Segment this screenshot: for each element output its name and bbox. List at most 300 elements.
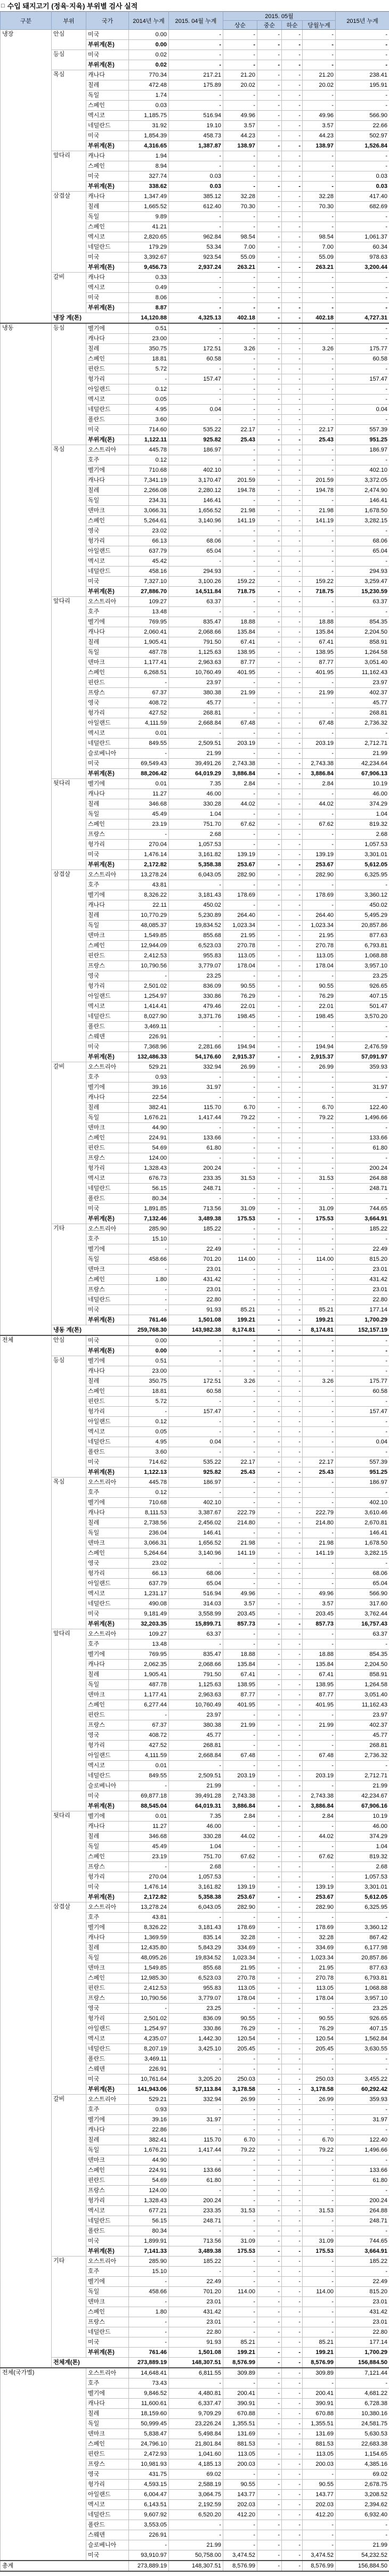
value-cell: 2,668.84 xyxy=(169,1751,223,1761)
value-cell: - xyxy=(336,384,389,395)
value-cell: - xyxy=(257,323,282,334)
value-cell: - xyxy=(257,1558,282,1569)
value-cell: 402.10 xyxy=(169,465,223,475)
value-cell: - xyxy=(282,232,303,242)
value-cell: 67.37 xyxy=(129,688,169,698)
value-cell: 200.03 xyxy=(303,2459,336,2470)
value-cell: - xyxy=(282,789,303,799)
value-cell: 19,834.52 xyxy=(169,921,223,931)
value-cell: - xyxy=(257,1923,282,1933)
value-cell: 7,132.46 xyxy=(129,1214,169,1224)
value-cell: 529.21 xyxy=(129,2095,169,2105)
value-cell: 9,846.52 xyxy=(129,2389,169,2399)
value-cell: 263.21 xyxy=(223,262,257,273)
value-cell: 359.93 xyxy=(336,1062,389,1072)
value-cell: 835.14 xyxy=(169,1933,223,1943)
value-cell: 3,301.01 xyxy=(336,850,389,860)
value-cell: - xyxy=(282,2540,303,2550)
value-cell: - xyxy=(282,2317,303,2327)
col-header-category: 구분 xyxy=(1,12,52,30)
value-cell: - xyxy=(303,1275,336,1285)
value-cell: - xyxy=(336,1335,389,1346)
value-cell: 248.71 xyxy=(336,1184,389,1194)
value-cell: - xyxy=(303,1558,336,1569)
value-cell: - xyxy=(282,2044,303,2054)
value-cell: 2,412.53 xyxy=(129,1983,169,1993)
value-cell: - xyxy=(282,769,303,779)
value-cell: 31.09 xyxy=(303,2236,336,2246)
value-cell: - xyxy=(282,1832,303,1842)
value-cell: 46.00 xyxy=(169,1822,223,1832)
subtotal-label-cell: 부위계(톤) xyxy=(86,60,129,70)
value-cell: 350.75 xyxy=(129,1376,169,1387)
value-cell: - xyxy=(257,809,282,819)
value-cell: 402.37 xyxy=(336,1720,389,1730)
value-cell: 479.46 xyxy=(169,1002,223,1012)
value-cell: - xyxy=(303,2257,336,2267)
value-cell: 21.99 xyxy=(336,2540,389,2550)
value-cell: 12,944.09 xyxy=(129,941,169,951)
value-cell: 855.68 xyxy=(169,1963,223,1973)
value-cell: 637.79 xyxy=(129,1579,169,1589)
value-cell: - xyxy=(282,1335,303,1346)
country-cell: 슬로베니아 xyxy=(86,2540,129,2550)
value-cell: 67.62 xyxy=(303,819,336,830)
value-cell: - xyxy=(336,273,389,283)
value-cell: - xyxy=(336,415,389,425)
value-cell: - xyxy=(223,1447,257,1457)
value-cell: 857.73 xyxy=(223,1619,257,1629)
value-cell: 45.77 xyxy=(336,1730,389,1741)
value-cell: - xyxy=(169,334,223,344)
value-cell: - xyxy=(303,171,336,182)
value-cell: 68.06 xyxy=(169,1569,223,1579)
value-cell: 22.54 xyxy=(129,1093,169,1103)
country-cell: 스페인 xyxy=(86,819,129,830)
value-cell: - xyxy=(303,1629,336,1639)
value-cell: 98.54 xyxy=(223,232,257,242)
value-cell: 836.09 xyxy=(169,981,223,991)
value-cell: - xyxy=(303,597,336,607)
value-cell: 68.06 xyxy=(169,536,223,546)
value-cell: - xyxy=(257,1609,282,1619)
value-cell: - xyxy=(223,2216,257,2226)
value-cell: - xyxy=(223,1123,257,1133)
value-cell: 3,161.82 xyxy=(169,850,223,860)
value-cell: - xyxy=(282,1103,303,1113)
value-cell: 54,176.60 xyxy=(169,1052,223,1062)
value-cell: - xyxy=(282,961,303,971)
value-cell: - xyxy=(169,1639,223,1650)
value-cell: - xyxy=(282,1963,303,1973)
value-cell: 39,491.28 xyxy=(169,1791,223,1801)
value-cell: - xyxy=(303,2105,336,2115)
value-cell: - xyxy=(223,1133,257,1143)
value-cell: 0.12 xyxy=(129,1417,169,1427)
value-cell: - xyxy=(282,1973,303,1983)
value-cell: - xyxy=(303,1478,336,1488)
value-cell: 63.37 xyxy=(169,597,223,607)
country-cell: 아일랜드 xyxy=(86,2024,129,2034)
country-cell: 벨기에 xyxy=(86,465,129,475)
value-cell: - xyxy=(257,374,282,384)
value-cell: - xyxy=(223,1569,257,1579)
value-cell: - xyxy=(282,1285,303,1295)
value-cell: 857.73 xyxy=(303,1619,336,1629)
section-total-value-cell: - xyxy=(282,2358,303,2368)
value-cell: 1,122.13 xyxy=(129,1467,169,1478)
value-cell: 1,700.29 xyxy=(336,1315,389,1325)
value-cell: 0.04 xyxy=(336,405,389,415)
value-cell: - xyxy=(257,445,282,455)
value-cell: 1,154.65 xyxy=(336,2449,389,2459)
value-cell: - xyxy=(257,910,282,921)
value-cell: 417.40 xyxy=(336,192,389,202)
value-cell: 751.70 xyxy=(169,1852,223,1862)
country-cell: 벨기에 xyxy=(86,1356,129,1366)
value-cell: 1,387.87 xyxy=(169,141,223,151)
grand-total-value-cell: 8,576.99 xyxy=(303,2561,336,2571)
value-cell: 6,004.47 xyxy=(129,2490,169,2500)
country-cell: 스페인 xyxy=(86,222,129,232)
value-cell: 14,511.84 xyxy=(169,587,223,597)
country-cell: 영국 xyxy=(86,1730,129,1741)
value-cell: 718.75 xyxy=(303,587,336,597)
value-cell: 87.77 xyxy=(303,658,336,668)
value-cell: 1,854.39 xyxy=(129,131,169,141)
value-cell: - xyxy=(223,2176,257,2186)
value-cell: - xyxy=(169,101,223,111)
value-cell: - xyxy=(257,1275,282,1285)
country-cell: 호주 xyxy=(86,455,129,465)
table-row xyxy=(1,50,389,60)
value-cell: - xyxy=(169,2105,223,2115)
value-cell: - xyxy=(223,2155,257,2165)
value-cell: 2.68 xyxy=(169,830,223,840)
value-cell: - xyxy=(282,2287,303,2297)
value-cell: 268.81 xyxy=(169,708,223,718)
value-cell: 4.95 xyxy=(129,1437,169,1447)
value-cell: 9,181.49 xyxy=(129,1609,169,1619)
value-cell: 1,417.44 xyxy=(169,1113,223,1123)
country-cell: 칠레 xyxy=(86,486,129,496)
value-cell: 124.00 xyxy=(129,1153,169,1163)
value-cell: - xyxy=(336,1488,389,1498)
value-cell: 54.69 xyxy=(129,1143,169,1153)
value-cell: - xyxy=(282,1791,303,1801)
value-cell: 10,790.56 xyxy=(129,961,169,971)
value-cell: - xyxy=(282,1397,303,1407)
value-cell: 1,891.85 xyxy=(129,1204,169,1214)
value-cell: - xyxy=(282,2196,303,2206)
value-cell: - xyxy=(282,1700,303,1710)
value-cell: 48,085.37 xyxy=(129,921,169,931)
value-cell: 23.25 xyxy=(336,971,389,981)
country-cell: 헝가리 xyxy=(86,2014,129,2024)
value-cell: 69.02 xyxy=(336,2470,389,2480)
value-cell: 200.03 xyxy=(223,2459,257,2470)
country-cell: 폴란드 xyxy=(86,2054,129,2064)
value-cell: - xyxy=(303,1761,336,1771)
value-cell: - xyxy=(257,222,282,232)
value-cell: - xyxy=(282,1751,303,1761)
value-cell: - xyxy=(282,1953,303,1963)
value-cell: 2,743.38 xyxy=(303,1791,336,1801)
value-cell: 270.78 xyxy=(303,1973,336,1983)
value-cell: - xyxy=(282,688,303,698)
value-cell: - xyxy=(336,2226,389,2236)
value-cell: - xyxy=(223,60,257,70)
value-cell: 45.77 xyxy=(169,698,223,708)
value-cell: - xyxy=(257,1376,282,1387)
value-cell: 157.47 xyxy=(336,374,389,384)
value-cell: - xyxy=(169,880,223,890)
value-cell: - xyxy=(223,1498,257,1508)
value-cell: - xyxy=(336,30,389,40)
value-cell: - xyxy=(303,2196,336,2206)
value-cell: 8.06 xyxy=(129,293,169,303)
country-cell: 오스트리아 xyxy=(86,1629,129,1639)
value-cell: - xyxy=(223,171,257,182)
table-header xyxy=(1,12,389,30)
value-cell: 9.89 xyxy=(129,212,169,222)
value-cell: - xyxy=(223,2530,257,2540)
value-cell: 56.15 xyxy=(129,2216,169,2226)
value-cell: 114.00 xyxy=(223,1254,257,1265)
value-cell: 22.17 xyxy=(223,425,257,435)
value-cell: - xyxy=(282,2024,303,2034)
value-cell: - xyxy=(257,2550,282,2561)
value-cell: 285.90 xyxy=(129,1224,169,1234)
value-cell: 282.90 xyxy=(223,870,257,880)
value-cell: 178.04 xyxy=(223,1993,257,2004)
value-cell: - xyxy=(129,1862,169,1872)
value-cell: - xyxy=(303,1285,336,1295)
value-cell: 135.84 xyxy=(303,627,336,637)
value-cell: - xyxy=(303,323,336,334)
value-cell: 682.69 xyxy=(336,202,389,212)
country-cell: 네덜란드 xyxy=(86,2327,129,2337)
value-cell: 676.73 xyxy=(129,1174,169,1184)
country-cell: 덴마크 xyxy=(86,658,129,668)
value-cell: - xyxy=(282,1690,303,1700)
value-cell: 90.55 xyxy=(223,2480,257,2490)
value-cell: - xyxy=(257,2004,282,2014)
value-cell: 458.66 xyxy=(129,1254,169,1265)
value-cell: 710.68 xyxy=(129,1498,169,1508)
subtotal-label-cell: 부위계(톤) xyxy=(86,2246,129,2257)
value-cell: - xyxy=(257,1002,282,1012)
value-cell: 67,906.16 xyxy=(336,1801,389,1811)
value-cell: 3,664.91 xyxy=(336,2246,389,2257)
value-cell: 1,057.53 xyxy=(169,1872,223,1882)
value-cell: 0.01 xyxy=(129,1811,169,1822)
value-cell: - xyxy=(257,2540,282,2550)
value-cell: 2,736.32 xyxy=(336,718,389,728)
country-cell: 스페인 xyxy=(86,2165,129,2176)
value-cell: 178.69 xyxy=(303,890,336,900)
value-cell: 854.35 xyxy=(336,1650,389,1660)
value-cell: 46.00 xyxy=(336,789,389,799)
value-cell: - xyxy=(303,607,336,617)
value-cell: - xyxy=(282,262,303,273)
value-cell: 2.84 xyxy=(303,779,336,789)
table-row xyxy=(1,192,389,202)
value-cell: - xyxy=(169,222,223,232)
value-cell: - xyxy=(257,1447,282,1457)
value-cell: - xyxy=(257,718,282,728)
value-cell: - xyxy=(223,607,257,617)
value-cell: 6,325.95 xyxy=(336,870,389,880)
value-cell: - xyxy=(169,1913,223,1923)
value-cell: - xyxy=(257,1751,282,1761)
value-cell: 186.97 xyxy=(336,445,389,455)
country-cell: 아일랜드 xyxy=(86,1579,129,1589)
value-cell: - xyxy=(303,1082,336,1093)
value-cell: - xyxy=(336,1153,389,1163)
value-cell: - xyxy=(169,1335,223,1346)
value-cell: 1,476.14 xyxy=(129,1882,169,1892)
value-cell: - xyxy=(282,1862,303,1872)
value-cell: 5,495.29 xyxy=(336,910,389,921)
value-cell: - xyxy=(257,2459,282,2470)
value-cell: 2,172.82 xyxy=(129,1892,169,1902)
value-cell: 270.04 xyxy=(129,840,169,850)
value-cell: 7.00 xyxy=(223,242,257,252)
value-cell: 881.53 xyxy=(223,2439,257,2449)
value-cell: - xyxy=(282,2014,303,2024)
value-cell: 44.02 xyxy=(223,799,257,809)
value-cell: 45.77 xyxy=(336,698,389,708)
country-cell: 네덜란드 xyxy=(86,242,129,252)
value-cell: 401.95 xyxy=(223,1700,257,1710)
value-cell: 60.58 xyxy=(336,354,389,364)
value-cell: 2.84 xyxy=(223,1811,257,1822)
value-cell: - xyxy=(282,395,303,405)
value-cell: 535.22 xyxy=(169,1457,223,1467)
value-cell: - xyxy=(257,486,282,496)
value-cell: 49.96 xyxy=(223,111,257,121)
value-cell: - xyxy=(303,1194,336,1204)
value-cell: 1,656.52 xyxy=(169,1538,223,1548)
value-cell: - xyxy=(223,2327,257,2337)
value-cell: 330.86 xyxy=(169,2024,223,2034)
value-cell: 224.91 xyxy=(129,1133,169,1143)
value-cell: 0.01 xyxy=(129,779,169,789)
value-cell: - xyxy=(282,455,303,465)
value-cell: 21.95 xyxy=(223,1963,257,1973)
value-cell: 23.01 xyxy=(336,2297,389,2307)
part-cell: 삼겹살 xyxy=(52,1902,86,2095)
value-cell: - xyxy=(257,1397,282,1407)
value-cell: - xyxy=(282,2186,303,2196)
value-cell: 2.84 xyxy=(303,1811,336,1822)
value-cell: 23.01 xyxy=(169,1265,223,1275)
country-cell: 프랑스 xyxy=(86,961,129,971)
value-cell: - xyxy=(282,2429,303,2439)
value-cell: 3.57 xyxy=(303,1599,336,1609)
value-cell: 2,472.93 xyxy=(129,2449,169,2459)
value-cell: - xyxy=(257,658,282,668)
value-cell: - xyxy=(169,1366,223,1376)
value-cell: 205.45 xyxy=(303,2044,336,2054)
value-cell: - xyxy=(336,161,389,171)
part-cell: 등심 xyxy=(52,1356,86,1478)
value-cell: 21.99 xyxy=(169,749,223,759)
value-cell: 22.80 xyxy=(336,2327,389,2337)
value-cell: 713.56 xyxy=(169,2236,223,2246)
value-cell: 770.34 xyxy=(129,70,169,80)
value-cell: 1,254.97 xyxy=(129,2024,169,2034)
value-cell: - xyxy=(257,1082,282,1093)
value-cell: - xyxy=(257,2165,282,2176)
country-cell: 헝가리 xyxy=(86,2196,129,2206)
value-cell: 1,562.84 xyxy=(336,2034,389,2044)
value-cell: 194.78 xyxy=(303,486,336,496)
value-cell: - xyxy=(282,1913,303,1923)
value-cell: 114.00 xyxy=(223,2287,257,2297)
country-cell: 독일 xyxy=(86,1953,129,1963)
country-cell: 스페인 xyxy=(86,1275,129,1285)
section-total-value-cell: 8,576.99 xyxy=(303,2358,336,2368)
section-total-value-cell: 8,174.81 xyxy=(303,1325,336,1336)
value-cell: - xyxy=(303,1397,336,1407)
value-cell: - xyxy=(257,2337,282,2348)
value-cell: 22.17 xyxy=(303,425,336,435)
value-cell: 22.17 xyxy=(223,1457,257,1467)
value-cell: - xyxy=(223,283,257,293)
country-cell: 프랑스 xyxy=(86,1862,129,1872)
value-cell: 0.05 xyxy=(129,1427,169,1437)
section-total-value-cell: - xyxy=(282,1325,303,1336)
value-cell: - xyxy=(169,2155,223,2165)
value-cell: - xyxy=(282,1892,303,1902)
value-cell: 113.05 xyxy=(303,1983,336,1993)
col-header-mid-month: 중순 xyxy=(257,21,282,30)
value-cell: - xyxy=(257,1569,282,1579)
value-cell: - xyxy=(257,1670,282,1680)
value-cell: 27,886.70 xyxy=(129,587,169,597)
value-cell: 7,327.10 xyxy=(129,577,169,587)
country-cell: 독일 xyxy=(86,809,129,819)
value-cell: 11,600.61 xyxy=(129,2399,169,2409)
value-cell: - xyxy=(282,1265,303,1275)
value-cell: - xyxy=(282,1032,303,1042)
part-cell: 갈비 xyxy=(52,273,86,313)
value-cell: - xyxy=(282,2176,303,2186)
country-cell: 영국 xyxy=(86,698,129,708)
value-cell: 114.00 xyxy=(303,1254,336,1265)
value-cell: - xyxy=(303,1234,336,1244)
value-cell: - xyxy=(257,607,282,617)
value-cell: - xyxy=(257,617,282,627)
value-cell: - xyxy=(282,1741,303,1751)
value-cell: - xyxy=(282,2510,303,2520)
country-cell: 독일 xyxy=(86,1254,129,1265)
value-cell: 3,886.84 xyxy=(223,1801,257,1811)
value-cell: 186.97 xyxy=(169,1478,223,1488)
value-cell: - xyxy=(282,637,303,647)
value-cell: 250.03 xyxy=(223,2074,257,2085)
country-cell: 스페인 xyxy=(86,101,129,111)
value-cell: - xyxy=(282,1801,303,1811)
value-cell: - xyxy=(169,2125,223,2135)
value-cell: 253.67 xyxy=(303,1892,336,1902)
value-cell: 1,057.53 xyxy=(336,840,389,850)
value-cell: 516.94 xyxy=(169,1589,223,1599)
value-cell: 0.05 xyxy=(129,395,169,405)
value-cell: - xyxy=(257,1730,282,1741)
